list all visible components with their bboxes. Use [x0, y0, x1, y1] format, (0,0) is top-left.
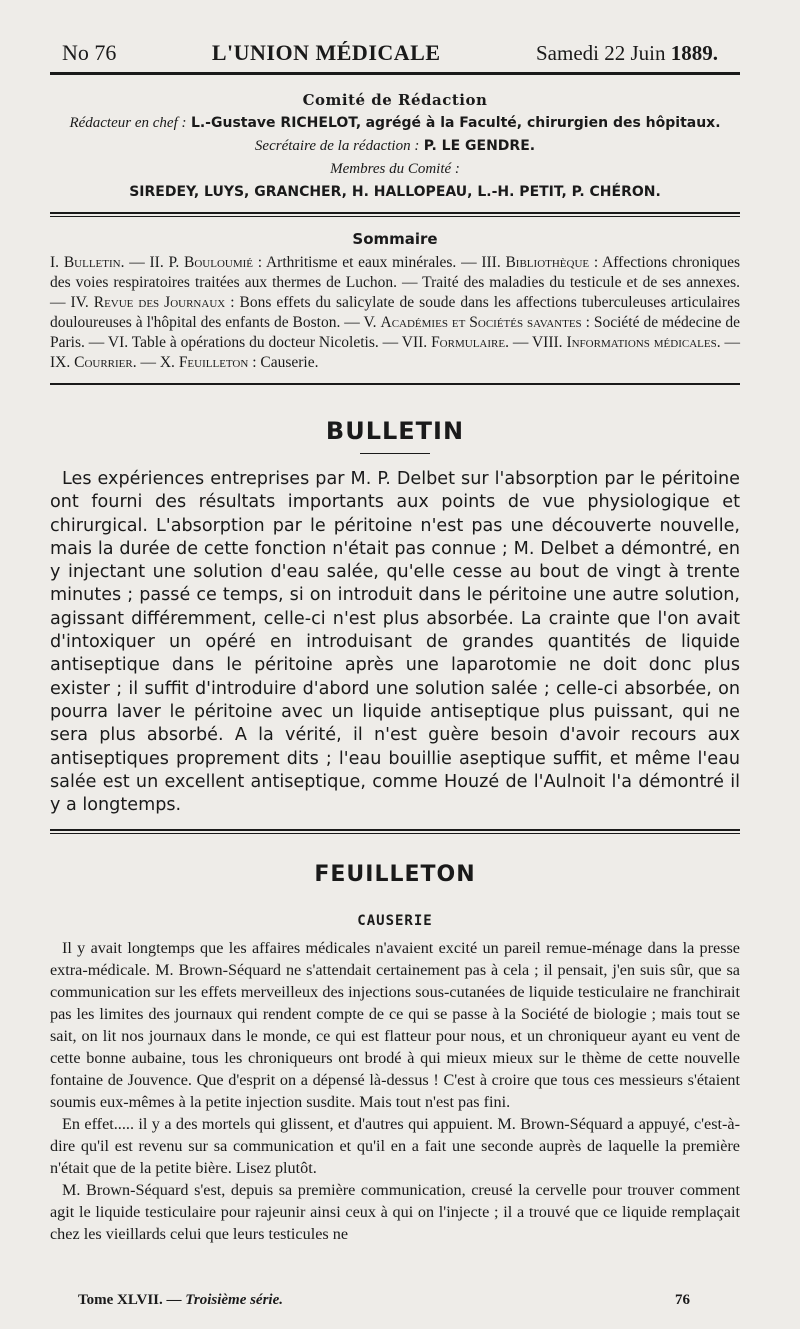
toc-entry-heading: Académies et Sociétés savantes: [380, 314, 582, 331]
toc-entry-number: II.: [149, 254, 169, 271]
toc-entry-text: : Bons effets du salicylate de soude dans les affections tuberculeuses articulaires douloureuses à l'hôpital des enfants de Boston. —: [50, 294, 740, 331]
toc-entry-text: : Société de médecine de Paris. —: [50, 314, 740, 351]
toc-entry-number: I.: [50, 254, 64, 271]
tome-label: Tome XLVII. —: [78, 1292, 182, 1308]
page-footer: [78, 1292, 690, 1309]
issue-date-day: Samedi 22 Juin: [536, 41, 666, 65]
issue-date: [536, 41, 718, 66]
divider: [50, 383, 740, 385]
members-role: Membres du Comité :: [330, 161, 460, 177]
committee-heading: Comité de Rédaction: [302, 91, 488, 109]
toc-entry-number: IX.: [50, 354, 75, 371]
toc-entry-text: —: [508, 334, 532, 351]
toc-entry-number: X.: [159, 354, 179, 371]
toc-entry-text: : Affections chroniques des voies respiratoires traitées aux thermes de Luchon. — Traité des maladies du testicule et de ses annexes. —: [50, 254, 741, 311]
volume-info: [78, 1292, 283, 1309]
toc-entry-heading: Revue des Journaux: [93, 294, 226, 311]
toc-entry-text: —: [720, 334, 740, 351]
feuilleton-paragraph: M. Brown-Séquard s'est, depuis sa première communication, creusé la cervelle pour trouver comment agit le liquide testiculaire pour rajeunir ainsi ceux à qui on l'injecte ; il a trouvé que ce liquide remplaçait chez les vieillards celui que leurs testicules ne: [50, 1181, 740, 1244]
feuilleton-title: FEUILLETON: [314, 862, 476, 888]
serie-label: Troisième série.: [185, 1292, 284, 1308]
toc-entry-heading: Bibliothèque: [505, 254, 590, 271]
editor-role: Rédacteur en chef :: [69, 115, 187, 131]
toc-entry: [50, 254, 150, 271]
bulletin-title: BULLETIN: [325, 417, 465, 445]
toc-entry: [160, 354, 319, 371]
editor-title: agrégé à la Faculté, chirurgien des hôpitaux.: [365, 115, 721, 131]
members-names: SIREDEY, LUYS, GRANCHER, H. HALLOPEAU, L.-H. PETIT, P. CHÉRON.: [129, 184, 661, 200]
toc-entry-heading: Feuilleton: [178, 354, 249, 371]
masthead: [50, 40, 740, 75]
toc-entry-text: —: [124, 254, 150, 271]
title-underline: [360, 453, 430, 454]
members-role-line: [50, 158, 740, 181]
toc-entry-number: VI.: [107, 334, 132, 351]
toc-entry: [150, 254, 482, 271]
toc-entry-heading: Formulaire.: [431, 334, 509, 351]
table-of-contents: [50, 229, 740, 373]
editor-in-chief-line: [50, 112, 740, 135]
toc-entry-heading: P. Bouloumié: [168, 254, 254, 271]
toc-entry-number: III.: [481, 254, 506, 271]
divider: [50, 829, 740, 834]
issue-number: No 76: [62, 40, 117, 65]
toc-entry-number: VII.: [401, 334, 432, 351]
toc-entry-text: : Causerie.: [248, 354, 319, 371]
toc-entry-text: —: [136, 354, 160, 371]
toc-entry-number: VIII.: [531, 334, 567, 351]
bulletin-paragraph: Les expériences entreprises par M. P. Delbet sur l'absorption par le péritoine ont fourni des résultats importants aux points de vue physiologique et chirurgical. L'absorption par le péritoine n'est pas une découverte nouvelle, mais la durée de cette fonction n'était pas connue ; M. Delbet a démontré, en y injectant une solution d'eau salée, qu'elle cesse au bout de vingt à trente minutes ; passé ce temps, si on introduit dans le péritoine une autre solution, agissant différemment, celle-ci n'est plus absorbée. La crainte que l'on avait d'intoxiquer un opéré en introduisant de grandes quantités de liquide antiseptique dans le péritoine après une laparotomie ne doit donc plus exister ; il suffit d'introduire d'abord une solution salée ; celle-ci absorbée, on pourra laver le péritoine avec un liquide antiseptique plus puissant, qui ne sera plus absorbé. A la vérité, il n'est guère besoin d'avoir recours aux antiseptiques proprement dits ; l'eau bouillie aseptique suffit, et même l'eau salée est un excellent antiseptique, comme Houzé de l'Aulnoit l'a démontré il y a longtemps.: [50, 469, 740, 816]
toc-entry-text: : Arthritisme et eaux minérales. —: [253, 254, 482, 271]
page-number: 76: [675, 1292, 690, 1308]
feuilleton-paragraph: En effet..... il y a des mortels qui glissent, et d'autres qui appuient. M. Brown-Séquard a appuyé, c'est-à-dire qu'il est revenu sur sa communication et qu'il en a fait une seconde auprès de laquelle la première n'était que de la petite bière. Lisez plutôt.: [50, 1115, 740, 1178]
toc-body: [50, 253, 740, 373]
issue-date-year: 1889.: [670, 41, 718, 65]
toc-entry: [108, 334, 402, 351]
secretary-role: Secrétaire de la rédaction :: [254, 138, 420, 154]
toc-entry-heading: Bulletin.: [63, 254, 125, 271]
secretary-line: [50, 135, 740, 158]
journal-title: L'UNION MÉDICALE: [211, 40, 441, 65]
toc-heading: Sommaire: [352, 230, 438, 248]
toc-entry-heading: Courrier.: [74, 354, 137, 371]
feuilleton-paragraph: Il y avait longtemps que les affaires médicales n'avaient excité un pareil remue-ménage dans la presse extra-médicale. M. Brown-Séquard ne s'attendait certainement pas à cela ; il pensait, j'en suis sûr, que sa communication sur les effets merveilleux des injections sous-cutanées de liquide testiculaire ne franchirait pas les limites des journaux qui rendent compte de ce qui se passe à la Société de biologie ; mais tout se sait, on lit nos journaux dans le monde, ce qui est flatteur pour nous, et un chroniqueur ayant eu vent de cette bonne aubaine, tous les chroniqueurs ont brodé à qui mieux mieux sur le thème de cette nouvelle fontaine de Jouvence. Que d'esprit on a dépensé là-dessus ! C'est à croire que tous ces messieurs s'étaient soumis eux-mêmes à la petite injection susdite. Mais tout n'est pas fini.: [50, 939, 740, 1112]
toc-entry-text: Table à opérations du docteur Nicoletis. —: [131, 334, 402, 351]
feuilleton-subtitle: CAUSERIE: [357, 913, 433, 930]
toc-entry: [402, 334, 532, 351]
divider: [50, 212, 740, 217]
editor-name: L.-Gustave RICHELOT,: [190, 115, 362, 131]
editorial-committee: [50, 89, 740, 204]
toc-entry: [50, 354, 160, 371]
toc-entry-number: IV.: [70, 294, 94, 311]
feuilleton-body: [50, 937, 740, 1245]
toc-entry: [532, 334, 740, 351]
toc-entry-number: V.: [363, 314, 381, 331]
toc-entry-heading: Informations médicales.: [566, 334, 721, 351]
secretary-name: P. LE GENDRE.: [423, 138, 536, 154]
